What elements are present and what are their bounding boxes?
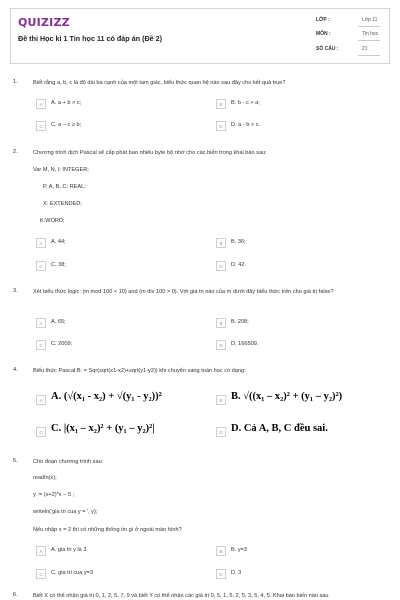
meta-divider bbox=[358, 55, 380, 56]
code-line: y := (x+2)*x − 5 ; bbox=[33, 492, 75, 498]
option-formula: A. (√(x₁ - x₂) + √(y₁ - y₂))² bbox=[51, 391, 162, 402]
option-letter: A bbox=[36, 238, 46, 248]
option-text: C. 38; bbox=[51, 262, 66, 268]
option-letter: B bbox=[216, 238, 226, 248]
option-letter: D bbox=[216, 340, 226, 350]
option-text: D. 3 bbox=[231, 570, 242, 576]
option-text: B. 208; bbox=[231, 319, 249, 325]
option-text: A. 65; bbox=[51, 319, 66, 325]
option-letter: B bbox=[216, 99, 226, 109]
option-letter: A bbox=[36, 395, 46, 405]
option-letter: A bbox=[36, 546, 46, 556]
option-letter: D bbox=[216, 121, 226, 131]
meta-class-key: LỚP : bbox=[316, 17, 330, 23]
option-formula: C. |(x₁ – x₂)² + (y₁ – y₂)²| bbox=[51, 423, 155, 434]
option-text: D. 42. bbox=[231, 262, 246, 268]
option-text: D. 166509. bbox=[231, 341, 259, 347]
option-text: A. gia tri y là 3 bbox=[51, 547, 87, 553]
question-number: 5. bbox=[13, 458, 18, 464]
meta-subject-key: MÔN : bbox=[316, 31, 331, 37]
option-text: C. 2009; bbox=[51, 341, 73, 347]
option-letter: A bbox=[36, 318, 46, 328]
option-text: D. a - b > c. bbox=[231, 122, 261, 128]
option-letter: C bbox=[36, 261, 46, 271]
question-text: Chương trình dịch Pascal sẽ cấp phát bao nhiêu byte bộ nhớ cho các biến trong khai báo sau: bbox=[33, 150, 267, 156]
option-letter: B bbox=[216, 546, 226, 556]
question-text: Biết X có thể nhận giá trị 0, 1, 2, 5, 7, 9 và biết Y có thể nhận các giá trị 0, 5, 1, 5, 2, 5, 3, 5, 4, 5. Khai báo biến nào sau bbox=[33, 593, 329, 599]
question-6 bbox=[0, 592, 400, 600]
option-text: C. gia tri cua y=3 bbox=[51, 570, 94, 576]
quizizz-logo: QUIZIZZ bbox=[18, 16, 70, 29]
option-formula: B. √((x₁ – x₂)² + (y₁ – y₂)²) bbox=[231, 391, 343, 402]
meta-count-value: 21 bbox=[362, 46, 368, 52]
meta-class-value: Lớp 11 bbox=[362, 17, 378, 23]
question-number: 6. bbox=[13, 592, 18, 598]
option-letter: D bbox=[216, 569, 226, 579]
option-letter: A bbox=[36, 99, 46, 109]
meta-divider bbox=[358, 26, 380, 27]
code-line: Nếu nhập x = 2 thì có những thông tin gì ở ngoài màn hình? bbox=[33, 527, 182, 533]
option-text: A. 44; bbox=[51, 239, 66, 245]
option-letter: B bbox=[216, 395, 226, 405]
option-letter: D bbox=[216, 261, 226, 271]
option-text: A. a + b > c; bbox=[51, 100, 82, 106]
question-number: 1. bbox=[13, 79, 18, 85]
document-title: Đề thi Học kì 1 Tin học 11 có đáp án (Đề 2) bbox=[18, 34, 163, 43]
question-number: 4. bbox=[13, 367, 18, 373]
code-line: P, A, B, C: REAL; bbox=[43, 184, 86, 190]
option-letter: C bbox=[36, 121, 46, 131]
option-letter: C bbox=[36, 427, 46, 437]
code-line: X: EXTENDED; bbox=[43, 201, 82, 207]
question-text: Cho đoạn chương trình sau: bbox=[33, 459, 104, 465]
option-text: B. 36; bbox=[231, 239, 246, 245]
option-letter: C bbox=[36, 569, 46, 579]
option-letter: B bbox=[216, 318, 226, 328]
option-letter: D bbox=[216, 427, 226, 437]
meta-subject-value: Tin học bbox=[362, 31, 379, 37]
question-text: Biểu thức Pascal B: = Sqr(sqrt(x1-x2)+sqrt(y1-y2)) khi chuyển sang toán học có dạng: bbox=[33, 368, 246, 374]
code-line: K:WORD; bbox=[40, 218, 65, 224]
option-text: B. b - c > a; bbox=[231, 100, 260, 106]
question-number: 3. bbox=[13, 288, 18, 294]
option-text: C. a – c ≥ b; bbox=[51, 122, 82, 128]
meta-count-key: SỐ CÂU : bbox=[316, 46, 339, 52]
code-line: readln(x); bbox=[33, 475, 57, 481]
question-number: 2. bbox=[13, 149, 18, 155]
option-text: B. y=3 bbox=[231, 547, 248, 553]
option-letter: C bbox=[36, 340, 46, 350]
question-text: Biết rằng a, b, c là độ dài ba cạnh của một tam giác, biểu thức quan hệ nào sau đây cho kết quả true? bbox=[33, 80, 286, 86]
meta-divider bbox=[358, 40, 380, 41]
code-line: Var M, N, I: INTEGER; bbox=[33, 167, 89, 173]
option-formula: D. Cả A, B, C đều sai. bbox=[231, 423, 328, 434]
question-text: Xét biểu thức logic: (m mod 100 < 10) and (m div 100 > 0). Với giá trị nào của m dưới đây biểu thức trên cho giá trị false? bbox=[33, 289, 334, 295]
code-line: writeln('gia tri cua y = ', y); bbox=[33, 509, 98, 515]
